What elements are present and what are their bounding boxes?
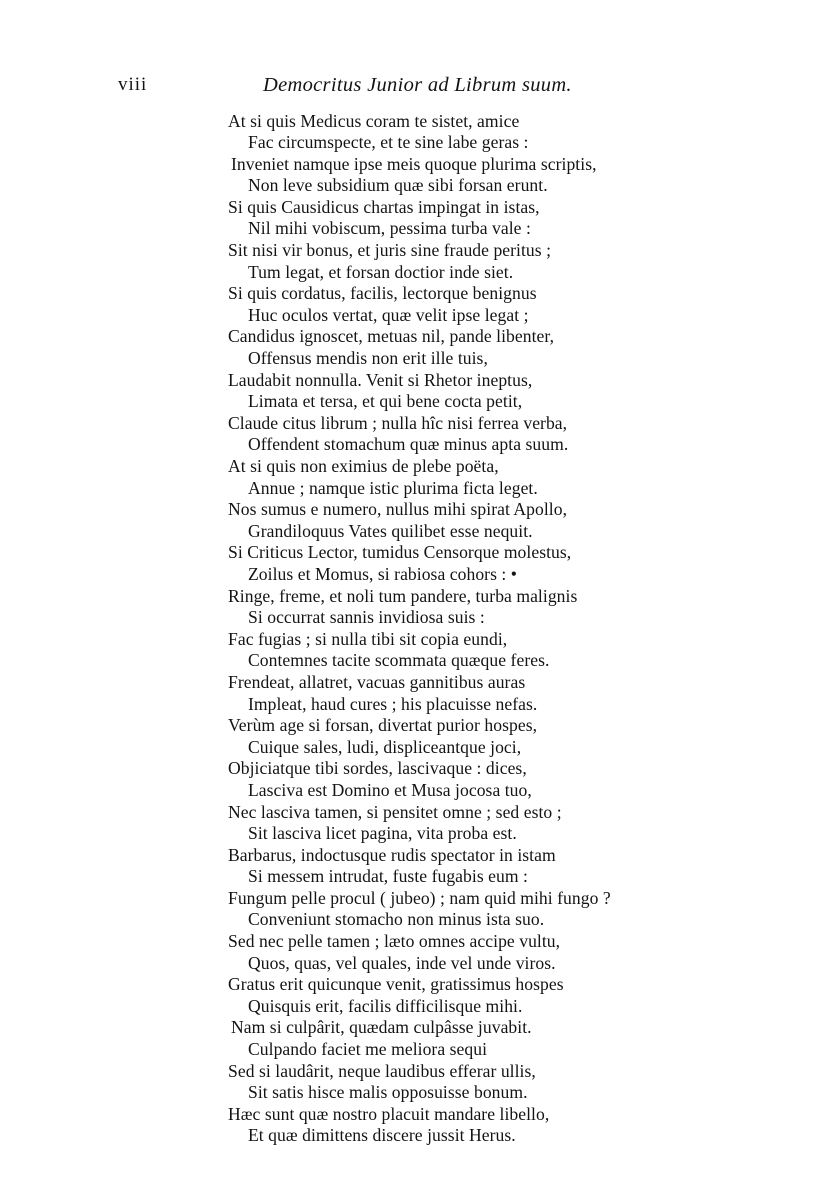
- verse-line: Frendeat, allatret, vacuas gannitibus auras: [228, 671, 526, 692]
- verse-line: Si messem intrudat, fuste fugabis eum :: [248, 866, 528, 887]
- verse-line: At si quis Medicus coram te sistet, amice: [228, 110, 520, 131]
- verse-line: Cuique sales, ludi, displiceantque joci,: [248, 736, 522, 757]
- verse-line: Non leve subsidium quæ sibi forsan erunt.: [248, 175, 548, 196]
- verse-line: Impleat, haud cures ; his placuisse nefas.: [248, 693, 538, 714]
- verse-line: Si occurrat sannis invidiosa suis :: [248, 607, 485, 628]
- running-head: [118, 74, 694, 102]
- verse-line: Hæc sunt quæ nostro placuit mandare libello,: [228, 1103, 550, 1124]
- verse-line: Ringe, freme, et noli tum pandere, turba malignis: [228, 585, 578, 606]
- verse-line: Nam si culpârit, quædam culpâsse juvabit.: [231, 1017, 532, 1038]
- verse-line: Fungum pelle procul ( jubeo) ; nam quid mihi fungo ?: [228, 887, 611, 908]
- verse-line: Limata et tersa, et qui bene cocta petit,: [248, 391, 523, 412]
- verse-line: Conveniunt stomacho non minus ista suo.: [248, 909, 545, 930]
- verse-line: Tum legat, et forsan doctior inde siet.: [248, 261, 514, 282]
- verse-line: Si quis cordatus, facilis, lectorque benignus: [228, 283, 537, 304]
- verse-line: Fac fugias ; si nulla tibi sit copia eundi,: [228, 628, 508, 649]
- verse-line: Offendent stomachum quæ minus apta suum.: [248, 434, 569, 455]
- running-title: Democritus Junior ad Librum suum.: [263, 74, 572, 96]
- verse-line: Lasciva est Domino et Musa jocosa tuo,: [248, 779, 532, 800]
- verse-line: Barbarus, indoctusque rudis spectator in istam: [228, 844, 556, 865]
- verse-line: Grandiloquus Vates quilibet esse nequit.: [248, 520, 533, 541]
- verse-line: Si quis Causidicus chartas impingat in istas,: [228, 196, 540, 217]
- verse-line: Claude citus librum ; nulla hîc nisi ferrea verba,: [228, 412, 568, 433]
- verse-line: Gratus erit quicunque venit, gratissimus hospes: [228, 974, 564, 995]
- verse-line: At si quis non eximius de plebe poëta,: [228, 456, 499, 476]
- verse-line: Huc oculos vertat, quæ velit ipse legat ;: [248, 304, 529, 325]
- verse-line: Candidus ignoscet, metuas nil, pande libenter,: [228, 326, 555, 347]
- verse-line: Nil mihi vobiscum, pessima turba vale :: [248, 218, 531, 239]
- poem: [228, 111, 718, 1148]
- verse-line: Sed nec pelle tamen ; læto omnes accipe vultu,: [228, 931, 561, 952]
- verse-line: Nos sumus e numero, nullus mihi spirat Apollo,: [228, 499, 568, 520]
- verse-line: Sit nisi vir bonus, et juris sine fraude peritus ;: [228, 240, 552, 261]
- verse-line: Verùm age si forsan, divertat purior hospes,: [228, 715, 538, 736]
- verse-line: Quos, quas, vel quales, inde vel unde viros.: [248, 952, 556, 973]
- verse-line: Contemnes tacite scommata quæque feres.: [248, 650, 550, 671]
- verse-line: Zoilus et Momus, si rabiosa cohors : •: [248, 563, 518, 584]
- verse-line: Offensus mendis non erit ille tuis,: [248, 348, 488, 369]
- verse-line: Fac circumspecte, et te sine labe geras :: [248, 132, 529, 153]
- verse-line: Et quæ dimittens discere jussit Herus.: [248, 1125, 516, 1146]
- verse-line: Sed si laudârit, neque laudibus efferar ullis,: [228, 1060, 536, 1081]
- verse-line: Nec lasciva tamen, si pensitet omne ; sed esto ;: [228, 801, 562, 822]
- verse-line: Si Criticus Lector, tumidus Censorque molestus,: [228, 542, 572, 563]
- verse-line: Quisquis erit, facilis difficilisque mihi.: [248, 995, 523, 1016]
- verse-line: Annue ; namque istic plurima ficta leget.: [248, 477, 538, 498]
- verse-line: Sit lasciva licet pagina, vita proba est.: [248, 823, 517, 844]
- verse-line: Laudabit nonnulla. Venit si Rhetor ineptus,: [228, 369, 533, 390]
- page-number: viii: [118, 74, 148, 95]
- verse-line: Objiciatque tibi sordes, lascivaque : dices,: [228, 758, 527, 779]
- verse-line: Culpando faciet me meliora sequi: [248, 1039, 488, 1060]
- verse-line: Inveniet namque ipse meis quoque plurima scriptis,: [231, 153, 597, 174]
- verse-line: Sit satis hisce malis opposuisse bonum.: [248, 1082, 528, 1103]
